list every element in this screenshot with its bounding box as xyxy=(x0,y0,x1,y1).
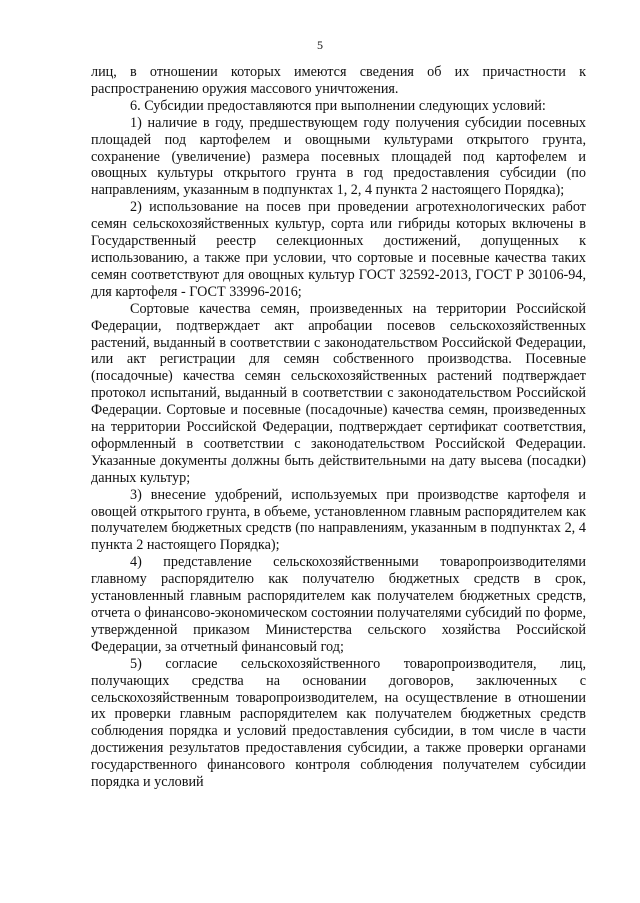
paragraph-condition-1: 1) наличие в году, предшествующем году получения субсидии посевных площадей под картофелем и овощными культурами открытого грунта, сохранение (увеличение) размера посевных площадей под картофелем и овощных культуры открытого грунта в год предоставления субсидии (по направлениям, указанным в подпунктах 1, 2, 4 пункта 2 настоящего Порядка); xyxy=(91,114,586,199)
paragraph-condition-5: 5) согласие сельскохозяйственного товаропроизводителя, лиц, получающих средства на основании договоров, заключенных с сельскохозяйственным товаропроизводителем, на осуществление в отношении их проверки главным распорядителем как получателем бюджетных средств соблюдения порядка и условий предоставления субсидии, в том числе в части достижения результатов предоставления субсидии, а также проверки органами государственного финансового контроля соблюдения получателем субсидии порядка и условий xyxy=(91,655,586,791)
paragraph-clause-6: 6. Субсидии предоставляются при выполнении следующих условий: xyxy=(130,97,546,114)
paragraph-seed-quality: Сортовые качества семян, произведенных на территории Российской Федерации, подтверждает акт апробации посевов сельскохозяйственных растений, выданный в соответствии с законодательством Российской Федерации, или акт регистрации для семян собственного производства. Посевные (посадочные) качества семян сельскохозяйственных растений подтверждает протокол испытаний, выданный в соответствии с законодательством Российской Федерации. Сортовые и посевные (посадочные) качества семян, произведенных на территории Российской Федерации, подтверждает сертификат соответствия, оформленный в соответствии с законодательством Российской Федерации. Указанные документы должны быть действительными на дату высева (посадки) данных культур; xyxy=(91,300,586,486)
document-body xyxy=(91,64,586,791)
paragraph-condition-4: 4) представление сельскохозяйственными товаропроизводителями главному распорядителю как получателю бюджетных средств в срок, установленный главным распорядителем как получателем бюджетных средств, отчета о финансово-экономическом состоянии получателями субсидий по форме, утвержденной приказом Министерства сельского хозяйства Российской Федерации, за отчетный финансовый год; xyxy=(91,554,586,655)
paragraph-continuation: лиц, в отношении которых имеются сведения об их причастности к распространению оружия массового уничтожения. xyxy=(91,64,586,97)
paragraph-condition-3: 3) внесение удобрений, используемых при производстве картофеля и овощей открытого грунта, в объеме, установленном главным распорядителем как получателем бюджетных средств (по направлениям, указанным в подпунктах 2, 4 пункта 2 настоящего Порядка); xyxy=(91,486,586,554)
paragraph-condition-2: 2) использование на посев при проведении агротехнологических работ семян сельскохозяйственных культур, сорта или гибриды которых включены в Государственный реестр селекционных достижений, допущенных к использованию, а также при условии, что сортовые и посевные качества таких семян соответствуют для овощных культур ГОСТ 32592-2013, ГОСТ Р 30106-94, для картофеля - ГОСТ 33996-2016; xyxy=(91,199,586,300)
page-number: 5 xyxy=(317,38,323,52)
